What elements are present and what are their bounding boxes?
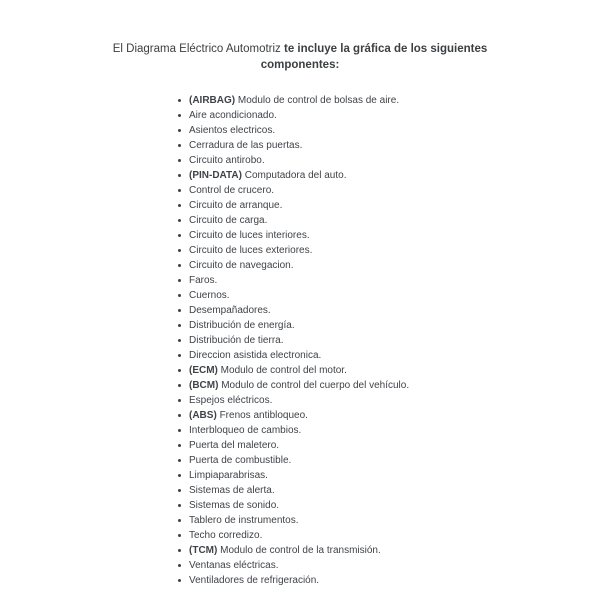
component-text: Techo corredizo. (189, 530, 263, 541)
list-item (178, 558, 600, 573)
title-bold-text-2: componentes: (260, 59, 340, 71)
list-item (178, 258, 600, 273)
list-item (178, 348, 600, 363)
component-text: Modulo de control de la transmisión. (220, 545, 381, 556)
page-title (0, 41, 600, 73)
list-item (178, 108, 600, 123)
list-item (178, 513, 600, 528)
component-text: Circuito de carga. (189, 215, 268, 226)
component-text: Circuito de luces exteriores. (189, 245, 313, 256)
component-text: Tablero de instrumentos. (189, 515, 299, 526)
component-text: Faros. (189, 275, 218, 286)
component-code: (PIN-DATA) (189, 170, 242, 181)
list-item (178, 228, 600, 243)
component-text: Sistemas de sonido. (189, 500, 280, 511)
component-text: Aire acondicionado. (189, 110, 277, 121)
component-text: Ventanas eléctricas. (189, 560, 279, 571)
list-item (178, 198, 600, 213)
component-text: Direccion asistida electronica. (189, 350, 322, 361)
component-code: (AIRBAG) (189, 95, 236, 106)
list-item (178, 288, 600, 303)
list-item (178, 333, 600, 348)
list-item (178, 543, 600, 558)
component-text: Modulo de control del cuerpo del vehículo. (221, 380, 410, 391)
component-text: Circuito de luces interiores. (189, 230, 310, 241)
list-item (178, 393, 600, 408)
component-list (178, 93, 600, 588)
component-text: Distribución de tierra. (189, 335, 284, 346)
component-text: Sistemas de alerta. (189, 485, 275, 496)
component-text: Computadora del auto. (244, 170, 347, 181)
component-text: Control de crucero. (189, 185, 275, 196)
list-item (178, 498, 600, 513)
list-item (178, 438, 600, 453)
list-item (178, 468, 600, 483)
component-text: Frenos antibloqueo. (219, 410, 308, 421)
list-item (178, 363, 600, 378)
component-text: Circuito antirobo. (189, 155, 265, 166)
component-text: Circuito de arranque. (189, 200, 283, 211)
component-code: (TCM) (189, 545, 218, 556)
list-item (178, 153, 600, 168)
component-text: Cuernos. (189, 290, 230, 301)
component-text: Ventiladores de refrigeración. (189, 575, 320, 586)
list-item (178, 483, 600, 498)
list-item (178, 138, 600, 153)
component-text: Limpiaparabrisas. (189, 470, 268, 481)
component-text: Circuito de navegacion. (189, 260, 294, 271)
component-text: Modulo de control del motor. (220, 365, 347, 376)
component-text: Distribución de energía. (189, 320, 295, 331)
list-item (178, 453, 600, 468)
list-item (178, 213, 600, 228)
list-item (178, 528, 600, 543)
title-normal-text: El Diagrama Eléctrico Automotriz (112, 43, 281, 55)
list-item (178, 93, 600, 108)
component-code: (ABS) (189, 410, 217, 421)
component-text: Modulo de control de bolsas de aire. (237, 95, 400, 106)
list-item (178, 183, 600, 198)
list-item (178, 243, 600, 258)
list-item (178, 573, 600, 588)
list-item (178, 378, 600, 393)
title-bold-text: te incluye la gráfica de los siguientes (284, 43, 488, 55)
component-code: (ECM) (189, 365, 218, 376)
component-code: (BCM) (189, 380, 219, 391)
component-text: Puerta del maletero. (189, 440, 280, 451)
component-text: Espejos eléctricos. (189, 395, 273, 406)
list-item (178, 168, 600, 183)
component-text: Puerta de combustible. (189, 455, 292, 466)
list-item (178, 408, 600, 423)
title-line-1 (0, 41, 600, 57)
list-item (178, 423, 600, 438)
component-text: Desempañadores. (189, 305, 271, 316)
component-text: Asientos electricos. (189, 125, 276, 136)
title-line-2 (0, 57, 600, 73)
list-item (178, 303, 600, 318)
list-item (178, 318, 600, 333)
component-text: Interbloqueo de cambios. (189, 425, 302, 436)
component-text: Cerradura de las puertas. (189, 140, 303, 151)
list-item (178, 273, 600, 288)
list-item (178, 123, 600, 138)
